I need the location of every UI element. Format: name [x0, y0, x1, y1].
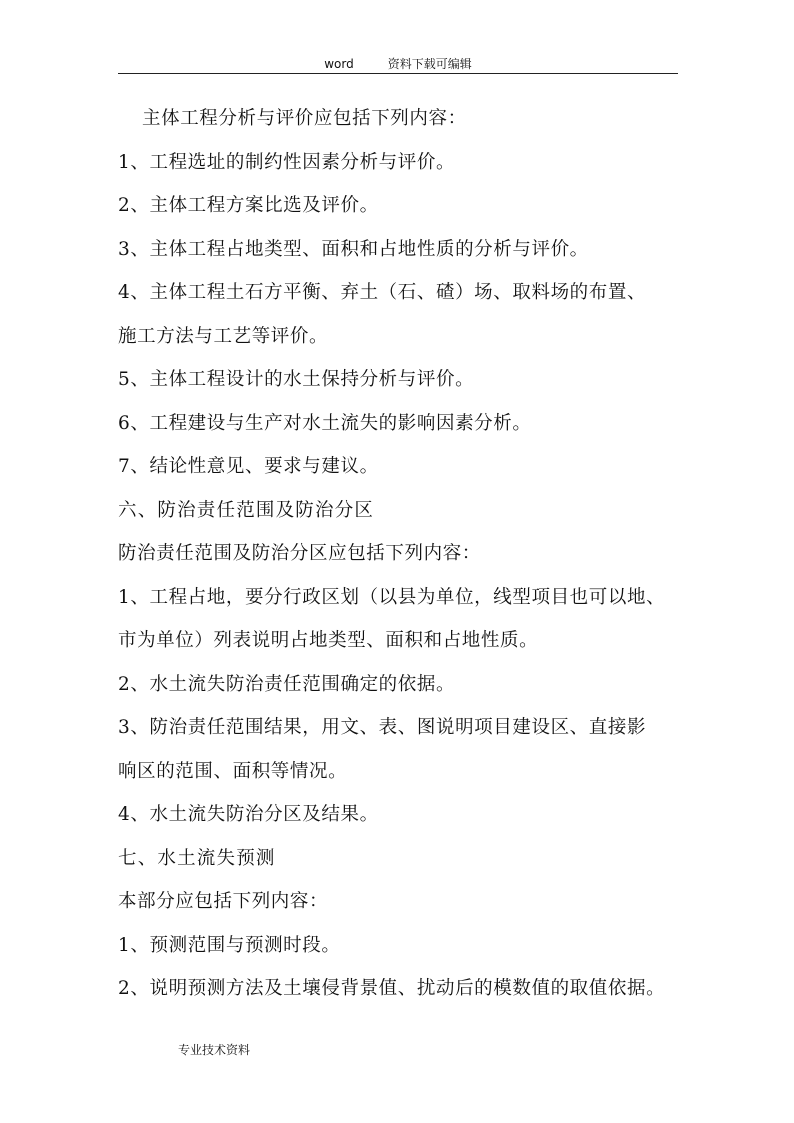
paragraph-line: 1、工程占地，要分行政区划（以县为单位，线型项目也可以地、 [118, 586, 666, 608]
section-heading: 六、防治责任范围及防治分区 [118, 499, 375, 521]
paragraph-line: 市为单位）列表说明占地类型、面积和占地性质。 [118, 630, 539, 651]
paragraph-line: 4、主体工程土石方平衡、弃土（石、碴）场、取料场的布置、 [118, 282, 647, 303]
paragraph-line: 1、工程选址的制约性因素分析与评价。 [118, 151, 456, 173]
paragraph-line: 主体工程分析与评价应包括下列内容： [142, 108, 467, 129]
paragraph-line: 5、主体工程设计的水土保持分析与评价。 [118, 369, 475, 390]
paragraph-line: 施工方法与工艺等评价。 [118, 325, 329, 347]
paragraph-line: 3、主体工程占地类型、面积和占地性质的分析与评价。 [118, 238, 589, 260]
paragraph-line: 防治责任范围及防治分区应包括下列内容： [118, 543, 481, 564]
paragraph-line: 本部分应包括下列内容： [118, 891, 329, 912]
section-heading: 七、水土流失预测 [118, 847, 276, 869]
paragraph-line: 2、水土流失防治责任范围确定的依据。 [118, 673, 456, 695]
page-footer: 专业技术资料 [178, 1043, 251, 1057]
paragraph-line: 3、防治责任范围结果，用文、表、图说明项目建设区、直接影 [118, 717, 647, 738]
paragraph-line: 4、水土流失防治分区及结果。 [118, 804, 379, 825]
paragraph-line: 2、主体工程方案比选及评价。 [118, 195, 379, 216]
document-body [118, 97, 688, 1011]
page-header [118, 56, 678, 72]
paragraph-line: 响区的范围、面积等情况。 [118, 760, 348, 782]
paragraph-line: 1、预测范围与预测时段。 [118, 934, 341, 956]
header-left-text: word [324, 57, 354, 71]
paragraph-line: 6、工程建设与生产对水土流失的影响因素分析。 [118, 412, 532, 434]
header-rule [118, 73, 678, 74]
paragraph-line: 2、说明预测方法及土壤侵背景值、扰动后的模数值的取值依据。 [118, 978, 666, 999]
paragraph-line: 7、结论性意见、要求与建议。 [118, 456, 379, 477]
header-right-text: 资料下载可编辑 [387, 57, 472, 71]
